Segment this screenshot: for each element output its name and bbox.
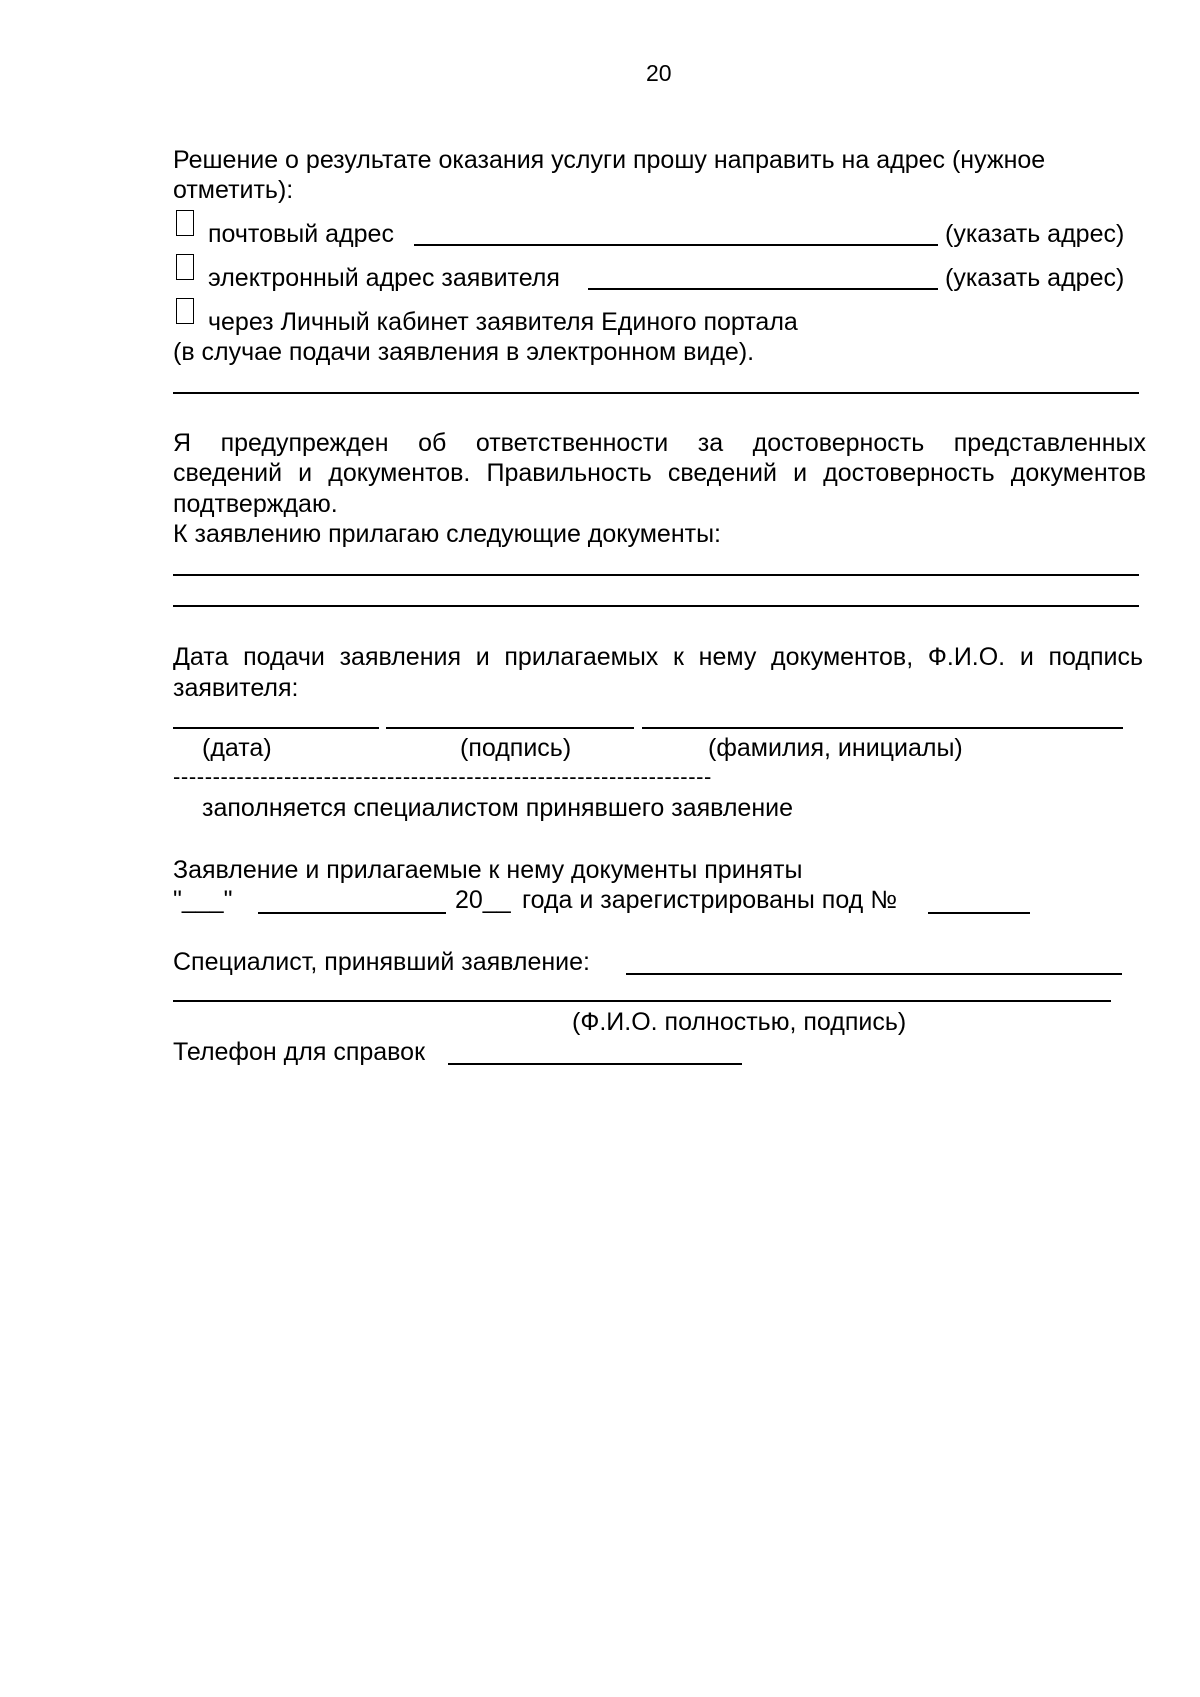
- postal-hint: (указать адрес): [945, 220, 1125, 248]
- email-checkbox[interactable]: [176, 254, 194, 280]
- postal-address-line[interactable]: [414, 244, 938, 246]
- accepted-day[interactable]: "___": [173, 886, 233, 914]
- attachments-label: К заявлению прилагаю следующие документы:: [173, 520, 721, 548]
- accepted-year[interactable]: 20__: [455, 886, 511, 914]
- postal-label: почтовый адрес: [208, 220, 394, 248]
- attachments-line-2[interactable]: [173, 605, 1139, 607]
- specialist-header: заполняется специалистом принявшего заявление: [202, 794, 793, 822]
- dashed-separator: --------------------------------------------------------------------: [173, 764, 712, 789]
- specialist-line-2[interactable]: [173, 1000, 1111, 1002]
- registered-text: года и зарегистрированы под №: [522, 886, 898, 914]
- phone-label: Телефон для справок: [173, 1038, 426, 1066]
- warning-line-3: подтверждаю.: [173, 490, 338, 518]
- name-caption: (фамилия, инициалы): [708, 734, 963, 762]
- email-address-line[interactable]: [588, 288, 938, 290]
- registration-number-line[interactable]: [928, 912, 1030, 914]
- name-line[interactable]: [642, 727, 1123, 729]
- phone-line[interactable]: [448, 1063, 742, 1065]
- submission-paragraph: [173, 642, 1143, 672]
- accepted-text: Заявление и прилагаемые к нему документы приняты: [173, 856, 803, 884]
- page-number: 20: [646, 60, 672, 86]
- postal-checkbox[interactable]: [176, 210, 194, 236]
- specialist-label: Специалист, принявший заявление:: [173, 948, 590, 976]
- portal-note: (в случае подачи заявления в электронном виде).: [173, 338, 755, 366]
- decision-line-1: Решение о результате оказания услуги прошу направить на адрес (нужное: [173, 146, 1046, 174]
- warning-paragraph: [173, 428, 1146, 488]
- attachments-line-1[interactable]: [173, 574, 1139, 576]
- divider-line-1: [173, 392, 1139, 394]
- accepted-month-line[interactable]: [258, 912, 446, 914]
- portal-checkbox[interactable]: [176, 298, 194, 324]
- date-line[interactable]: [173, 727, 379, 729]
- date-caption: (дата): [202, 734, 272, 762]
- email-hint: (указать адрес): [945, 264, 1125, 292]
- signature-line[interactable]: [386, 727, 634, 729]
- submission-line-1: Дата подачи заявления и прилагаемых к нему документов, Ф.И.О. и подпись: [173, 643, 1143, 671]
- specialist-line-1[interactable]: [626, 973, 1122, 975]
- decision-line-2: отметить):: [173, 176, 294, 204]
- signature-caption: (подпись): [460, 734, 572, 762]
- portal-label: через Личный кабинет заявителя Единого портала: [208, 308, 798, 336]
- submission-line-2: заявителя:: [173, 674, 299, 702]
- warning-line-2: сведений и документов. Правильность сведений и достоверность документов: [173, 459, 1146, 487]
- email-label: электронный адрес заявителя: [208, 264, 560, 292]
- warning-line-1: Я предупрежден об ответственности за достоверность представленных: [173, 429, 1146, 457]
- fio-caption: (Ф.И.О. полностью, подпись): [572, 1008, 907, 1036]
